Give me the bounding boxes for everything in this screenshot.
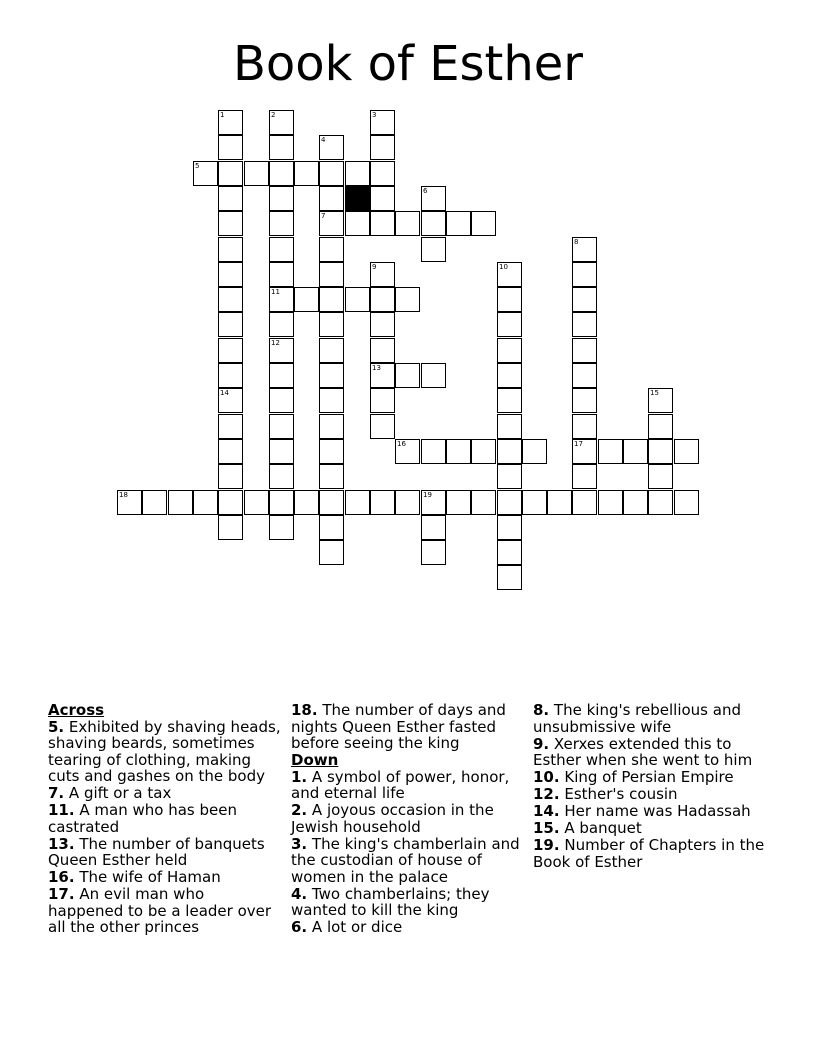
grid-cell[interactable]: [674, 439, 699, 464]
grid-cell[interactable]: [319, 262, 344, 287]
grid-cell[interactable]: [497, 490, 522, 515]
grid-cell[interactable]: [319, 388, 344, 413]
grid-cell[interactable]: [269, 490, 294, 515]
clue-number-label: 17: [574, 440, 583, 448]
grid-cell[interactable]: [142, 490, 167, 515]
grid-cell[interactable]: [572, 464, 597, 489]
grid-cell[interactable]: [421, 515, 446, 540]
grid-cell[interactable]: [370, 211, 395, 236]
grid-cell[interactable]: [497, 540, 522, 565]
grid-cell[interactable]: [648, 439, 673, 464]
grid-cell[interactable]: [319, 237, 344, 262]
grid-cell[interactable]: [345, 161, 370, 186]
grid-cell[interactable]: [370, 135, 395, 160]
clue-down-15: 15. A banquet: [533, 819, 642, 837]
grid-cell[interactable]: [294, 161, 319, 186]
grid-cell[interactable]: [421, 211, 446, 236]
clue-down-14: 14. Her name was Hadassah: [533, 802, 751, 820]
clue-down-6: 6. A lot or dice: [291, 918, 403, 936]
clue-number-label: 14: [220, 389, 229, 397]
grid-cell[interactable]: [218, 464, 243, 489]
grid-cell[interactable]: [572, 388, 597, 413]
grid-cell[interactable]: [572, 490, 597, 515]
grid-cell[interactable]: [269, 388, 294, 413]
grid-cell[interactable]: [218, 490, 243, 515]
clue-number-label: 9: [372, 263, 377, 271]
clue-down-2: 2. A joyous occasion in the Jewish household: [291, 801, 494, 836]
grid-cell[interactable]: [674, 490, 699, 515]
grid-cell[interactable]: [218, 439, 243, 464]
grid-cell[interactable]: [648, 464, 673, 489]
grid-cell[interactable]: [421, 363, 446, 388]
grid-cell[interactable]: [598, 490, 623, 515]
grid-cell[interactable]: [319, 161, 344, 186]
grid-cell[interactable]: [345, 211, 370, 236]
clue-across-5: 5. Exhibited by shaving heads, shaving beards, sometimes tearing of clothing, making cuts and gashes on the body: [48, 717, 281, 785]
grid-cell[interactable]: [497, 388, 522, 413]
grid-cell[interactable]: [370, 414, 395, 439]
clue-across-11: 11. A man who has been castrated: [48, 801, 237, 836]
grid-cell[interactable]: [345, 490, 370, 515]
grid-cell[interactable]: [395, 490, 420, 515]
clues-column-2: [291, 702, 523, 936]
grid-cell[interactable]: [218, 186, 243, 211]
clue-number-label: 10: [499, 263, 508, 271]
grid-cell[interactable]: [370, 312, 395, 337]
clue-down-8: 8. The king's rebellious and unsubmissive wife: [533, 701, 741, 736]
grid-cell[interactable]: [370, 338, 395, 363]
grid-cell[interactable]: [395, 287, 420, 312]
grid-cell[interactable]: [218, 211, 243, 236]
grid-cell[interactable]: [269, 135, 294, 160]
grid-cell[interactable]: [572, 363, 597, 388]
clue-number-label: 12: [271, 339, 280, 347]
grid-cell[interactable]: [193, 490, 218, 515]
grid-cell[interactable]: [319, 439, 344, 464]
grid-cell[interactable]: [522, 439, 547, 464]
down-heading: Down: [291, 751, 339, 769]
clue-number-label: 3: [372, 111, 377, 119]
grid-cell[interactable]: [319, 363, 344, 388]
clues-column-3: [533, 702, 773, 871]
grid-cell[interactable]: [497, 515, 522, 540]
grid-cell[interactable]: [345, 287, 370, 312]
grid-cell[interactable]: [269, 237, 294, 262]
grid-cell[interactable]: [218, 312, 243, 337]
clue-number-label: 13: [372, 364, 381, 372]
grid-cell[interactable]: [269, 363, 294, 388]
clue-down-4: 4. Two chamberlains; they wanted to kill the king: [291, 884, 490, 919]
grid-cell[interactable]: [370, 490, 395, 515]
clue-number-label: 8: [574, 238, 579, 246]
grid-cell[interactable]: [497, 287, 522, 312]
clue-number-label: 1: [220, 111, 225, 119]
grid-cell[interactable]: [319, 490, 344, 515]
grid-cell[interactable]: [269, 439, 294, 464]
grid-cell[interactable]: [395, 211, 420, 236]
clue-number-label: 18: [119, 491, 128, 499]
clue-down-19: 19. Number of Chapters in the Book of Esther: [533, 836, 765, 871]
grid-cell[interactable]: [497, 363, 522, 388]
grid-cell[interactable]: [370, 161, 395, 186]
grid-cell[interactable]: [218, 515, 243, 540]
grid-cell[interactable]: [319, 338, 344, 363]
grid-cell[interactable]: [547, 490, 572, 515]
grid-cell[interactable]: [269, 464, 294, 489]
grid-cell[interactable]: [319, 312, 344, 337]
grid-cell[interactable]: [471, 490, 496, 515]
clue-down-9: 9. Xerxes extended this to Esther when she went to him: [533, 734, 753, 769]
clue-across-17: 17. An evil man who happened to be a leader over all the other princes: [48, 885, 272, 936]
grid-cell[interactable]: [623, 490, 648, 515]
grid-cell[interactable]: [269, 515, 294, 540]
clue-across-13: 13. The number of banquets Queen Esther held: [48, 834, 265, 869]
grid-cell[interactable]: [421, 540, 446, 565]
clue-number-label: 7: [321, 212, 326, 220]
grid-cell[interactable]: [294, 490, 319, 515]
grid-cell[interactable]: [497, 464, 522, 489]
grid-cell[interactable]: [269, 161, 294, 186]
grid-cell[interactable]: [168, 490, 193, 515]
clue-number-label: 11: [271, 288, 280, 296]
grid-cell[interactable]: [319, 515, 344, 540]
clue-number-label: 19: [423, 491, 432, 499]
grid-cell[interactable]: [395, 363, 420, 388]
grid-cell[interactable]: [218, 237, 243, 262]
grid-cell[interactable]: [572, 414, 597, 439]
grid-cell[interactable]: [319, 186, 344, 211]
grid-cell[interactable]: [572, 262, 597, 287]
puzzle-title: Book of Esther: [232, 36, 584, 92]
grid-cell[interactable]: [522, 490, 547, 515]
grid-cell[interactable]: [269, 211, 294, 236]
grid-cell[interactable]: [319, 464, 344, 489]
across-heading: Across: [48, 701, 105, 719]
grid-cell[interactable]: [269, 186, 294, 211]
clue-down-10: 10. King of Persian Empire: [533, 768, 734, 786]
grid-cell[interactable]: [319, 414, 344, 439]
grid-cell[interactable]: [218, 161, 243, 186]
clue-number-label: 4: [321, 136, 326, 144]
grid-cell[interactable]: [648, 490, 673, 515]
clues-column-1: [48, 702, 284, 936]
grid-cell[interactable]: [446, 211, 471, 236]
clue-across-18: 18. The number of days and nights Queen Esther fasted before seeing the king: [291, 701, 506, 752]
grid-cell[interactable]: [244, 161, 269, 186]
grid-cell[interactable]: [648, 414, 673, 439]
grid-cell[interactable]: [572, 287, 597, 312]
grid-cell[interactable]: [269, 414, 294, 439]
grid-cell[interactable]: [218, 262, 243, 287]
grid-cell[interactable]: [269, 312, 294, 337]
grid-cell[interactable]: [497, 565, 522, 590]
grid-cell[interactable]: [218, 414, 243, 439]
grid-cell[interactable]: [497, 439, 522, 464]
clue-number-label: 5: [195, 162, 200, 170]
grid-cell[interactable]: [497, 312, 522, 337]
grid-cell[interactable]: [370, 287, 395, 312]
clue-number-label: 6: [423, 187, 428, 195]
grid-cell[interactable]: [497, 414, 522, 439]
clue-number-label: 15: [650, 389, 659, 397]
grid-cell[interactable]: [218, 287, 243, 312]
grid-cell[interactable]: [471, 439, 496, 464]
grid-cell[interactable]: [370, 186, 395, 211]
grid-cell[interactable]: [218, 363, 243, 388]
grid-cell[interactable]: [471, 211, 496, 236]
clue-down-1: 1. A symbol of power, honor, and eternal life: [291, 767, 510, 802]
grid-cell[interactable]: [446, 490, 471, 515]
grid-cell[interactable]: [294, 287, 319, 312]
grid-cell[interactable]: [218, 338, 243, 363]
grid-cell[interactable]: [370, 388, 395, 413]
clue-down-12: 12. Esther's cousin: [533, 785, 678, 803]
grid-cell[interactable]: [446, 439, 471, 464]
grid-cell[interactable]: [572, 312, 597, 337]
grid-cell[interactable]: [319, 540, 344, 565]
grid-cell[interactable]: [244, 490, 269, 515]
clue-down-3: 3. The king's chamberlain and the custodian of house of women in the palace: [291, 834, 520, 886]
clue-number-label: 16: [397, 440, 406, 448]
grid-cell[interactable]: [319, 287, 344, 312]
clue-number-label: 2: [271, 111, 276, 119]
grid-cell[interactable]: [421, 439, 446, 464]
grid-cell[interactable]: [572, 338, 597, 363]
black-cell: [345, 186, 370, 211]
grid-cell[interactable]: [598, 439, 623, 464]
clue-across-16: 16. The wife of Haman: [48, 868, 221, 886]
grid-cell[interactable]: [218, 135, 243, 160]
grid-cell[interactable]: [269, 262, 294, 287]
grid-cell[interactable]: [497, 338, 522, 363]
grid-cell[interactable]: [421, 237, 446, 262]
grid-cell[interactable]: [623, 439, 648, 464]
clue-across-7: 7. A gift or a tax: [48, 784, 172, 802]
